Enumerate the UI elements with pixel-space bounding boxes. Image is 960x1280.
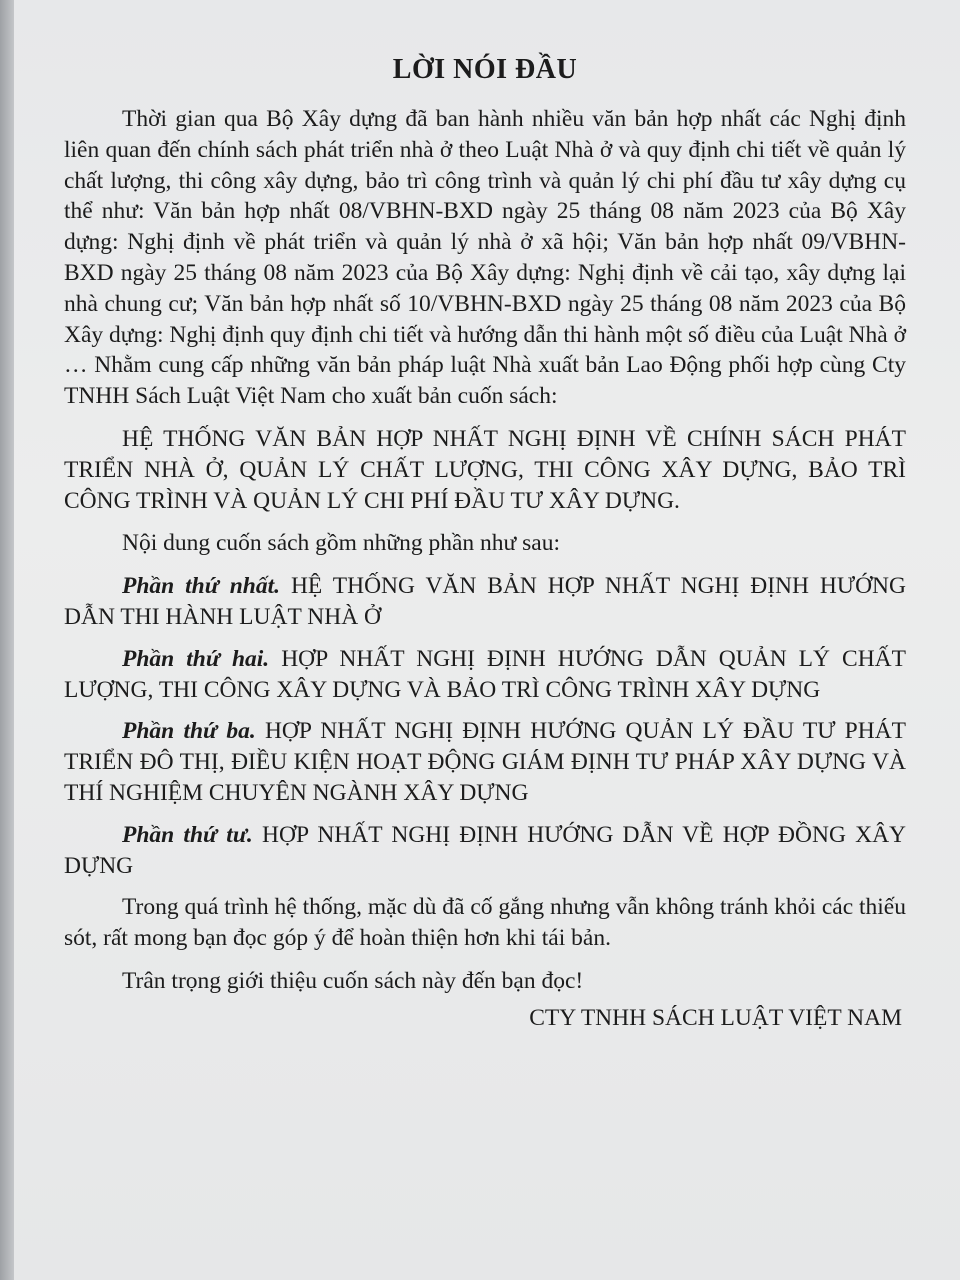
part-4-text: HỢP NHẤT NGHỊ ĐỊNH HƯỚNG DẪN VỀ HỢP ĐỒNG XÂY DỰNG — [64, 821, 907, 879]
part-1-paragraph — [64, 571, 906, 633]
part-3-label: Phần thứ ba. — [122, 718, 256, 745]
part-3-text: HỢP NHẤT NGHỊ ĐỊNH HƯỚNG QUẢN LÝ ĐẦU TƯ PHÁT TRIỂN ĐÔ THỊ, ĐIỀU KIỆN HOẠT ĐỘNG GIÁM ĐỊNH TƯ PHÁP XÂY DỰNG VÀ THÍ NGHIỆM CHUYÊN NGÀNH XÂY DỰNG — [64, 718, 907, 806]
part-1-text: HỆ THỐNG VĂN BẢN HỢP NHẤT NGHỊ ĐỊNH HƯỚNG DẪN THI HÀNH LUẬT NHÀ Ở — [64, 573, 906, 630]
closing-paragraph: Trong quá trình hệ thống, mặc dù đã cố gắng nhưng vẫn không tránh khỏi các thiếu sót, rất mong bạn đọc góp ý để hoàn thiện hơn khi tái bản. — [64, 894, 906, 952]
part-2-text: HỢP NHẤT NGHỊ ĐỊNH HƯỚNG DẪN QUẢN LÝ CHẤT LƯỢNG, THI CÔNG XÂY DỰNG VÀ BẢO TRÌ CÔNG TRÌNH XÂY DỰNG — [64, 645, 906, 703]
page-title: LỜI NÓI ĐẦU — [392, 54, 578, 85]
part-3-paragraph — [64, 716, 906, 808]
contents-intro: Nội dung cuốn sách gồm những phần như sau: — [122, 530, 560, 557]
book-spine-edge — [0, 0, 14, 1280]
page-content — [64, 40, 906, 1034]
part-2-paragraph — [64, 644, 906, 706]
book-title-paragraph: HỆ THỐNG VĂN BẢN HỢP NHẤT NGHỊ ĐỊNH VỀ CHÍNH SÁCH PHÁT TRIỂN NHÀ Ở, QUẢN LÝ CHẤT LƯỢNG, THI CÔNG XÂY DỰNG, BẢO TRÌ CÔNG TRÌNH VÀ QUẢN LÝ CHI PHÍ ĐẦU TƯ XÂY DỰNG. — [64, 425, 906, 514]
part-4-paragraph — [64, 820, 906, 882]
publisher-signature: CTY TNHH SÁCH LUẬT VIỆT NAM — [529, 1004, 902, 1031]
book-page — [14, 0, 960, 1280]
intro-paragraph: Thời gian qua Bộ Xây dựng đã ban hành nhiều văn bản hợp nhất các Nghị định liên quan đến chính sách phát triển nhà ở theo Luật Nhà ở và quy định chi tiết về quản lý chất lượng, thi công xây dựng, bảo trì công trình và quản lý chi phí đầu tư xây dựng cụ thể như: Văn bản hợp nhất 08/VBHN-BXD ngày 25 tháng 08 năm 2023 của Bộ Xây dựng: Nghị định về phát triển và quản lý nhà ở xã hội; Văn bản hợp nhất 09/VBHN-BXD ngày 25 tháng 08 năm 2023 của Bộ Xây dựng: Nghị định về cải tạo, xây dựng lại nhà chung cư; Văn bản hợp nhất số 10/VBHN-BXD ngày 25 tháng 08 năm 2023 của Bộ Xây dựng: Nghị định quy định chi tiết và hướng dẫn thi hành một số điều của Luật Nhà ở … Nhằm cung cấp những văn bản pháp luật Nhà xuất bản Lao Động phối hợp cùng Cty TNHH Sách Luật Việt Nam cho xuất bản cuốn sách: — [64, 106, 907, 410]
part-2-label: Phần thứ hai. — [122, 645, 270, 672]
part-4-label: Phần thứ tư. — [122, 821, 253, 848]
part-1-label: Phần thứ nhất. — [122, 573, 281, 600]
thanks-line: Trân trọng giới thiệu cuốn sách này đến bạn đọc! — [122, 967, 584, 994]
